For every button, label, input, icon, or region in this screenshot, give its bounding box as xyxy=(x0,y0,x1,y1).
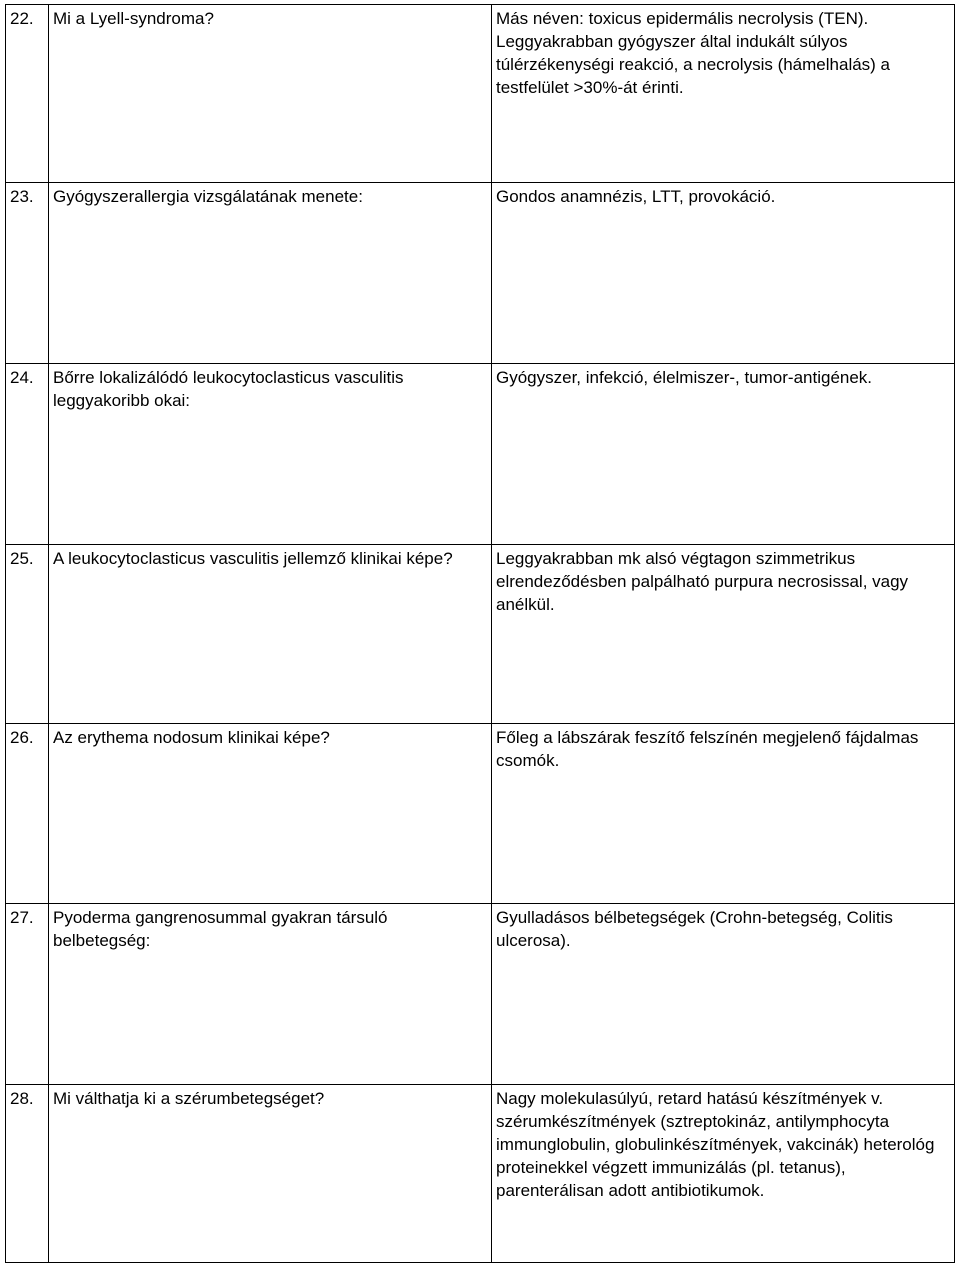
qa-row xyxy=(6,545,955,724)
qa-row xyxy=(6,1085,955,1263)
question-text: Mi a Lyell-syndroma? xyxy=(49,5,492,183)
question-number: 25. xyxy=(6,545,49,724)
answer-text: Gyógyszer, infekció, élelmiszer-, tumor-antigének. xyxy=(492,364,955,545)
question-number: 28. xyxy=(6,1085,49,1263)
question-text: Bőrre lokalizálódó leukocytoclasticus vasculitis leggyakoribb okai: xyxy=(49,364,492,545)
qa-row xyxy=(6,724,955,904)
question-number: 23. xyxy=(6,183,49,364)
question-text: Gyógyszerallergia vizsgálatának menete: xyxy=(49,183,492,364)
qa-row xyxy=(6,5,955,183)
question-text: Mi válthatja ki a szérumbetegséget? xyxy=(49,1085,492,1263)
qa-row xyxy=(6,904,955,1085)
question-text: Pyoderma gangrenosummal gyakran társuló belbetegség: xyxy=(49,904,492,1085)
answer-text: Más néven: toxicus epidermális necrolysis (TEN). Leggyakrabban gyógyszer által indukált súlyos túlérzékenységi reakció, a necrolysis (hámelhalás) a testfelület >30%-át érinti. xyxy=(492,5,955,183)
answer-text: Nagy molekulasúlyú, retard hatású készítmények v. szérumkészítmények (sztreptokináz, antilymphocyta immunglobulin, globulinkészítmények, vakcinák) heterológ proteinekkel végzett immunizálás (pl. tetanus), parenterálisan adott antibiotikumok. xyxy=(492,1085,955,1263)
answer-text: Gyulladásos bélbetegségek (Crohn-betegség, Colitis ulcerosa). xyxy=(492,904,955,1085)
qa-row xyxy=(6,364,955,545)
question-number: 27. xyxy=(6,904,49,1085)
question-text: A leukocytoclasticus vasculitis jellemző klinikai képe? xyxy=(49,545,492,724)
question-number: 22. xyxy=(6,5,49,183)
qa-row xyxy=(6,183,955,364)
qa-table xyxy=(5,4,955,1263)
answer-text: Gondos anamnézis, LTT, provokáció. xyxy=(492,183,955,364)
question-number: 26. xyxy=(6,724,49,904)
question-number: 24. xyxy=(6,364,49,545)
answer-text: Leggyakrabban mk alsó végtagon szimmetrikus elrendeződésben palpálható purpura necrosissal, vagy anélkül. xyxy=(492,545,955,724)
question-text: Az erythema nodosum klinikai képe? xyxy=(49,724,492,904)
answer-text: Főleg a lábszárak feszítő felszínén megjelenő fájdalmas csomók. xyxy=(492,724,955,904)
